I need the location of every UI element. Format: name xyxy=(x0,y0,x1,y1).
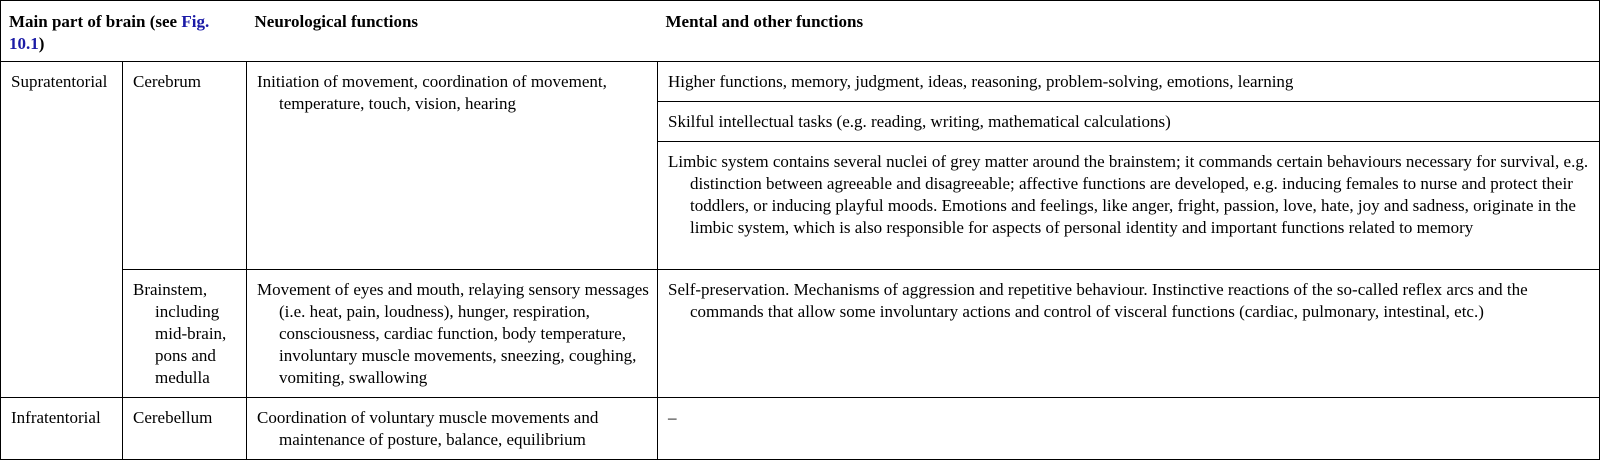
figure-link[interactable]: Fig. 10.1 xyxy=(9,12,210,53)
header-mental-functions: Mental and other functions xyxy=(658,1,1600,62)
part-cerebrum: Cerebrum xyxy=(123,62,247,270)
brainstem-neurological: Movement of eyes and mouth, relaying sensory messages (i.e. heat, pain, loudness), hunger, respiration, consciousness, cardiac function, body temperature, involuntary muscle movements, sneezing, coughing, vomiting, swallowing xyxy=(247,270,658,398)
header-neurological-functions: Neurological functions xyxy=(247,1,658,62)
part-cerebellum: Cerebellum xyxy=(123,398,247,460)
header-main-part-prefix: Main part of brain (see xyxy=(9,12,182,31)
region-infratentorial: Infratentorial xyxy=(1,398,123,460)
cerebellum-mental: – xyxy=(658,398,1600,460)
part-brainstem: Brainstem, including mid-brain, pons and medulla xyxy=(123,270,247,398)
table-header-row xyxy=(1,1,1600,62)
table-row xyxy=(1,270,1600,398)
cerebrum-neurological: Initiation of movement, coordination of movement, temperature, touch, vision, hearing xyxy=(247,62,658,270)
cerebrum-mental-intellectual-tasks: Skilful intellectual tasks (e.g. reading, writing, mathematical calculations) xyxy=(658,102,1600,142)
table-row xyxy=(1,398,1600,460)
table-row xyxy=(1,62,1600,102)
cerebellum-neurological: Coordination of voluntary muscle movements and maintenance of posture, balance, equilibrium xyxy=(247,398,658,460)
region-supratentorial: Supratentorial xyxy=(1,62,123,398)
cerebrum-mental-limbic-system: Limbic system contains several nuclei of grey matter around the brainstem; it commands certain behaviours necessary for survival, e.g. distinction between agreeable and disagreeable; affective functions are developed, e.g. inducing females to nurse and protect their toddlers, or inducing playful moods. Emotions and feelings, like anger, fright, passion, love, hate, joy and sadness, originate in the limbic system, which is also responsible for aspects of personal identity and important functions related to memory xyxy=(658,142,1600,270)
header-main-part xyxy=(1,1,247,62)
cerebrum-mental-higher-functions: Higher functions, memory, judgment, ideas, reasoning, problem-solving, emotions, learning xyxy=(658,62,1600,102)
brainstem-mental: Self-preservation. Mechanisms of aggression and repetitive behaviour. Instinctive reactions of the so-called reflex arcs and the commands that allow some involuntary actions and control of visceral functions (cardiac, pulmonary, intestinal, etc.) xyxy=(658,270,1600,398)
header-main-part-suffix: ) xyxy=(38,34,45,53)
